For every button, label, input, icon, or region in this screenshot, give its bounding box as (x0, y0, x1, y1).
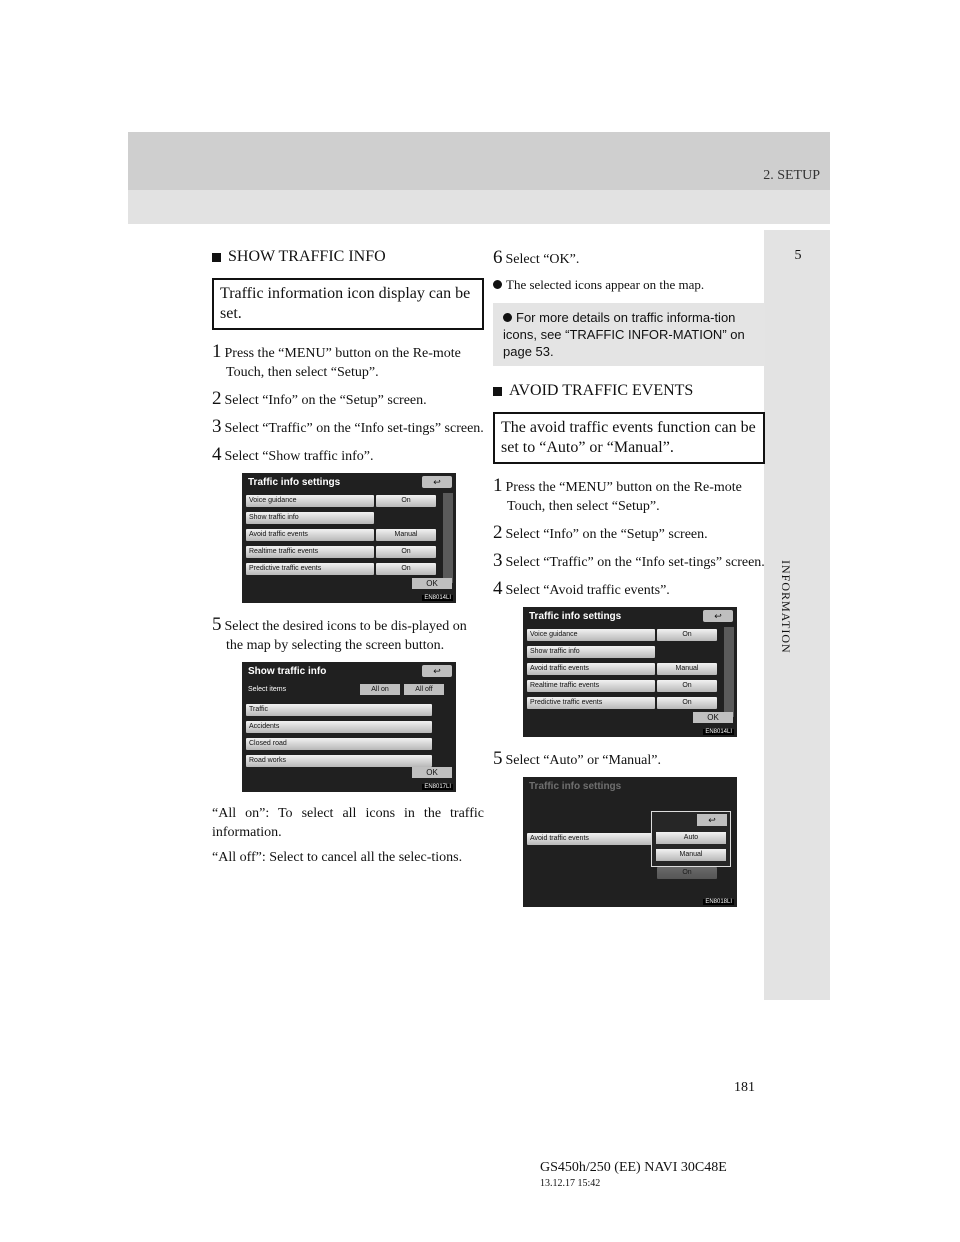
manual-option-button[interactable]: Manual (656, 849, 726, 861)
scrollbar[interactable] (724, 627, 734, 717)
step: 5 Select the desired icons to be dis-played on the map by selecting the screen button. (212, 614, 467, 653)
setting-row: On (527, 867, 717, 879)
setting-row[interactable]: Realtime traffic events On (527, 680, 717, 692)
step: 6 Select “OK”. (493, 247, 580, 268)
icon-item-row[interactable]: Traffic (246, 704, 436, 716)
step: 2 Select “Info” on the “Setup” screen. (493, 522, 708, 543)
bullet-icon (503, 313, 512, 322)
step: 3 Select “Traffic” on the “Info set-tings” screen. (212, 416, 484, 437)
image-code: EN8014LI (424, 595, 451, 601)
all-off-button[interactable]: All off (404, 684, 444, 695)
scrollbar[interactable] (443, 493, 453, 583)
header-top-bar (128, 132, 830, 190)
bullet-icon (493, 280, 502, 289)
footer-model: GS450h/250 (EE) NAVI 30C48E (540, 1160, 727, 1175)
step: 1 Press the “MENU” button on the Re-mote Touch, then select “Setup”. (212, 341, 461, 380)
screen-title: Show traffic info (248, 666, 327, 677)
back-button[interactable]: ↩ (703, 610, 733, 622)
screen-title: Traffic info settings (529, 781, 622, 792)
image-code: EN8017LI (424, 784, 451, 790)
left-column (212, 248, 484, 867)
setting-row[interactable]: Voice guidance On (246, 495, 436, 507)
avoid-events-popup-screen (523, 777, 737, 907)
ok-button[interactable]: OK (412, 767, 452, 778)
setting-row[interactable]: Predictive traffic events On (527, 697, 717, 709)
step: 2 Select “Info” on the “Setup” screen. (212, 388, 427, 409)
show-traffic-info-screen (242, 662, 456, 792)
all-on-button[interactable]: All on (360, 684, 400, 695)
auto-option-button[interactable]: Auto (656, 832, 726, 844)
side-tab-number: 5 (794, 248, 802, 263)
setting-row[interactable]: Show traffic info (527, 646, 717, 658)
traffic-settings-screen (523, 607, 737, 737)
back-button[interactable]: ↩ (422, 476, 452, 488)
step: 5 Select “Auto” or “Manual”. (493, 748, 661, 769)
setting-row[interactable]: Avoid traffic events Manual (246, 529, 436, 541)
traffic-settings-screen (242, 473, 456, 603)
page-number: 181 (734, 1080, 755, 1095)
paragraph-all-off: “All off”: Select to cancel all the selec-tions. (212, 850, 463, 865)
side-tab (764, 230, 830, 1000)
right-column (493, 248, 765, 919)
icon-item-row[interactable]: Road works (246, 755, 436, 767)
setting-row[interactable]: Predictive traffic events On (246, 563, 436, 575)
bullet-note: The selected icons appear on the map. (493, 276, 765, 293)
step: 3 Select “Traffic” on the “Info set-tings” screen. (493, 550, 765, 571)
back-button[interactable]: ↩ (422, 665, 452, 677)
icon-item-row[interactable]: Accidents (246, 721, 436, 733)
setting-row-avoid-traffic-events[interactable]: Avoid traffic events (527, 833, 717, 845)
setting-row[interactable]: Realtime traffic events On (246, 546, 436, 558)
back-button[interactable]: ↩ (697, 814, 727, 826)
icon-item-row[interactable]: Closed road (246, 738, 436, 750)
setting-row[interactable]: Show traffic info (246, 512, 436, 524)
setting-row[interactable]: Voice guidance On (527, 629, 717, 641)
square-bullet-icon (493, 387, 502, 396)
screen-title: Traffic info settings (248, 477, 341, 488)
side-tab-label: INFORMATION (779, 560, 793, 654)
setting-row[interactable]: Avoid traffic events Manual (527, 663, 717, 675)
step: 4 Select “Avoid traffic events”. (493, 578, 670, 599)
ok-button[interactable]: OK (412, 578, 452, 589)
footer-datetime: 13.12.17 15:42 (540, 1178, 601, 1189)
heading-show-traffic-info: SHOW TRAFFIC INFO (212, 248, 484, 266)
square-bullet-icon (212, 253, 221, 262)
image-code: EN8014LI (705, 729, 732, 735)
ok-button[interactable]: OK (693, 712, 733, 723)
info-box: Traffic information icon display can be set. (212, 278, 484, 330)
select-items-label: Select items (248, 686, 287, 693)
step: 1 Press the “MENU” button on the Re-mote Touch, then select “Setup”. (493, 475, 742, 514)
section-title: 2. SETUP (763, 168, 820, 183)
option-popup (651, 811, 731, 867)
screen-title: Traffic info settings (529, 611, 622, 622)
heading-avoid-traffic-events: AVOID TRAFFIC EVENTS (493, 382, 765, 400)
paragraph-all-on: “All on”: To select all icons in the traffic information. (212, 806, 484, 840)
info-box: The avoid traffic events function can be set to “Auto” or “Manual”. (493, 412, 765, 464)
reference-note: For more details on traffic informa-tion icons, see “TRAFFIC INFOR-MATION” on page 53. (493, 303, 765, 366)
step: 4 Select “Show traffic info”. (212, 444, 374, 465)
image-code: EN8018LI (705, 899, 732, 905)
